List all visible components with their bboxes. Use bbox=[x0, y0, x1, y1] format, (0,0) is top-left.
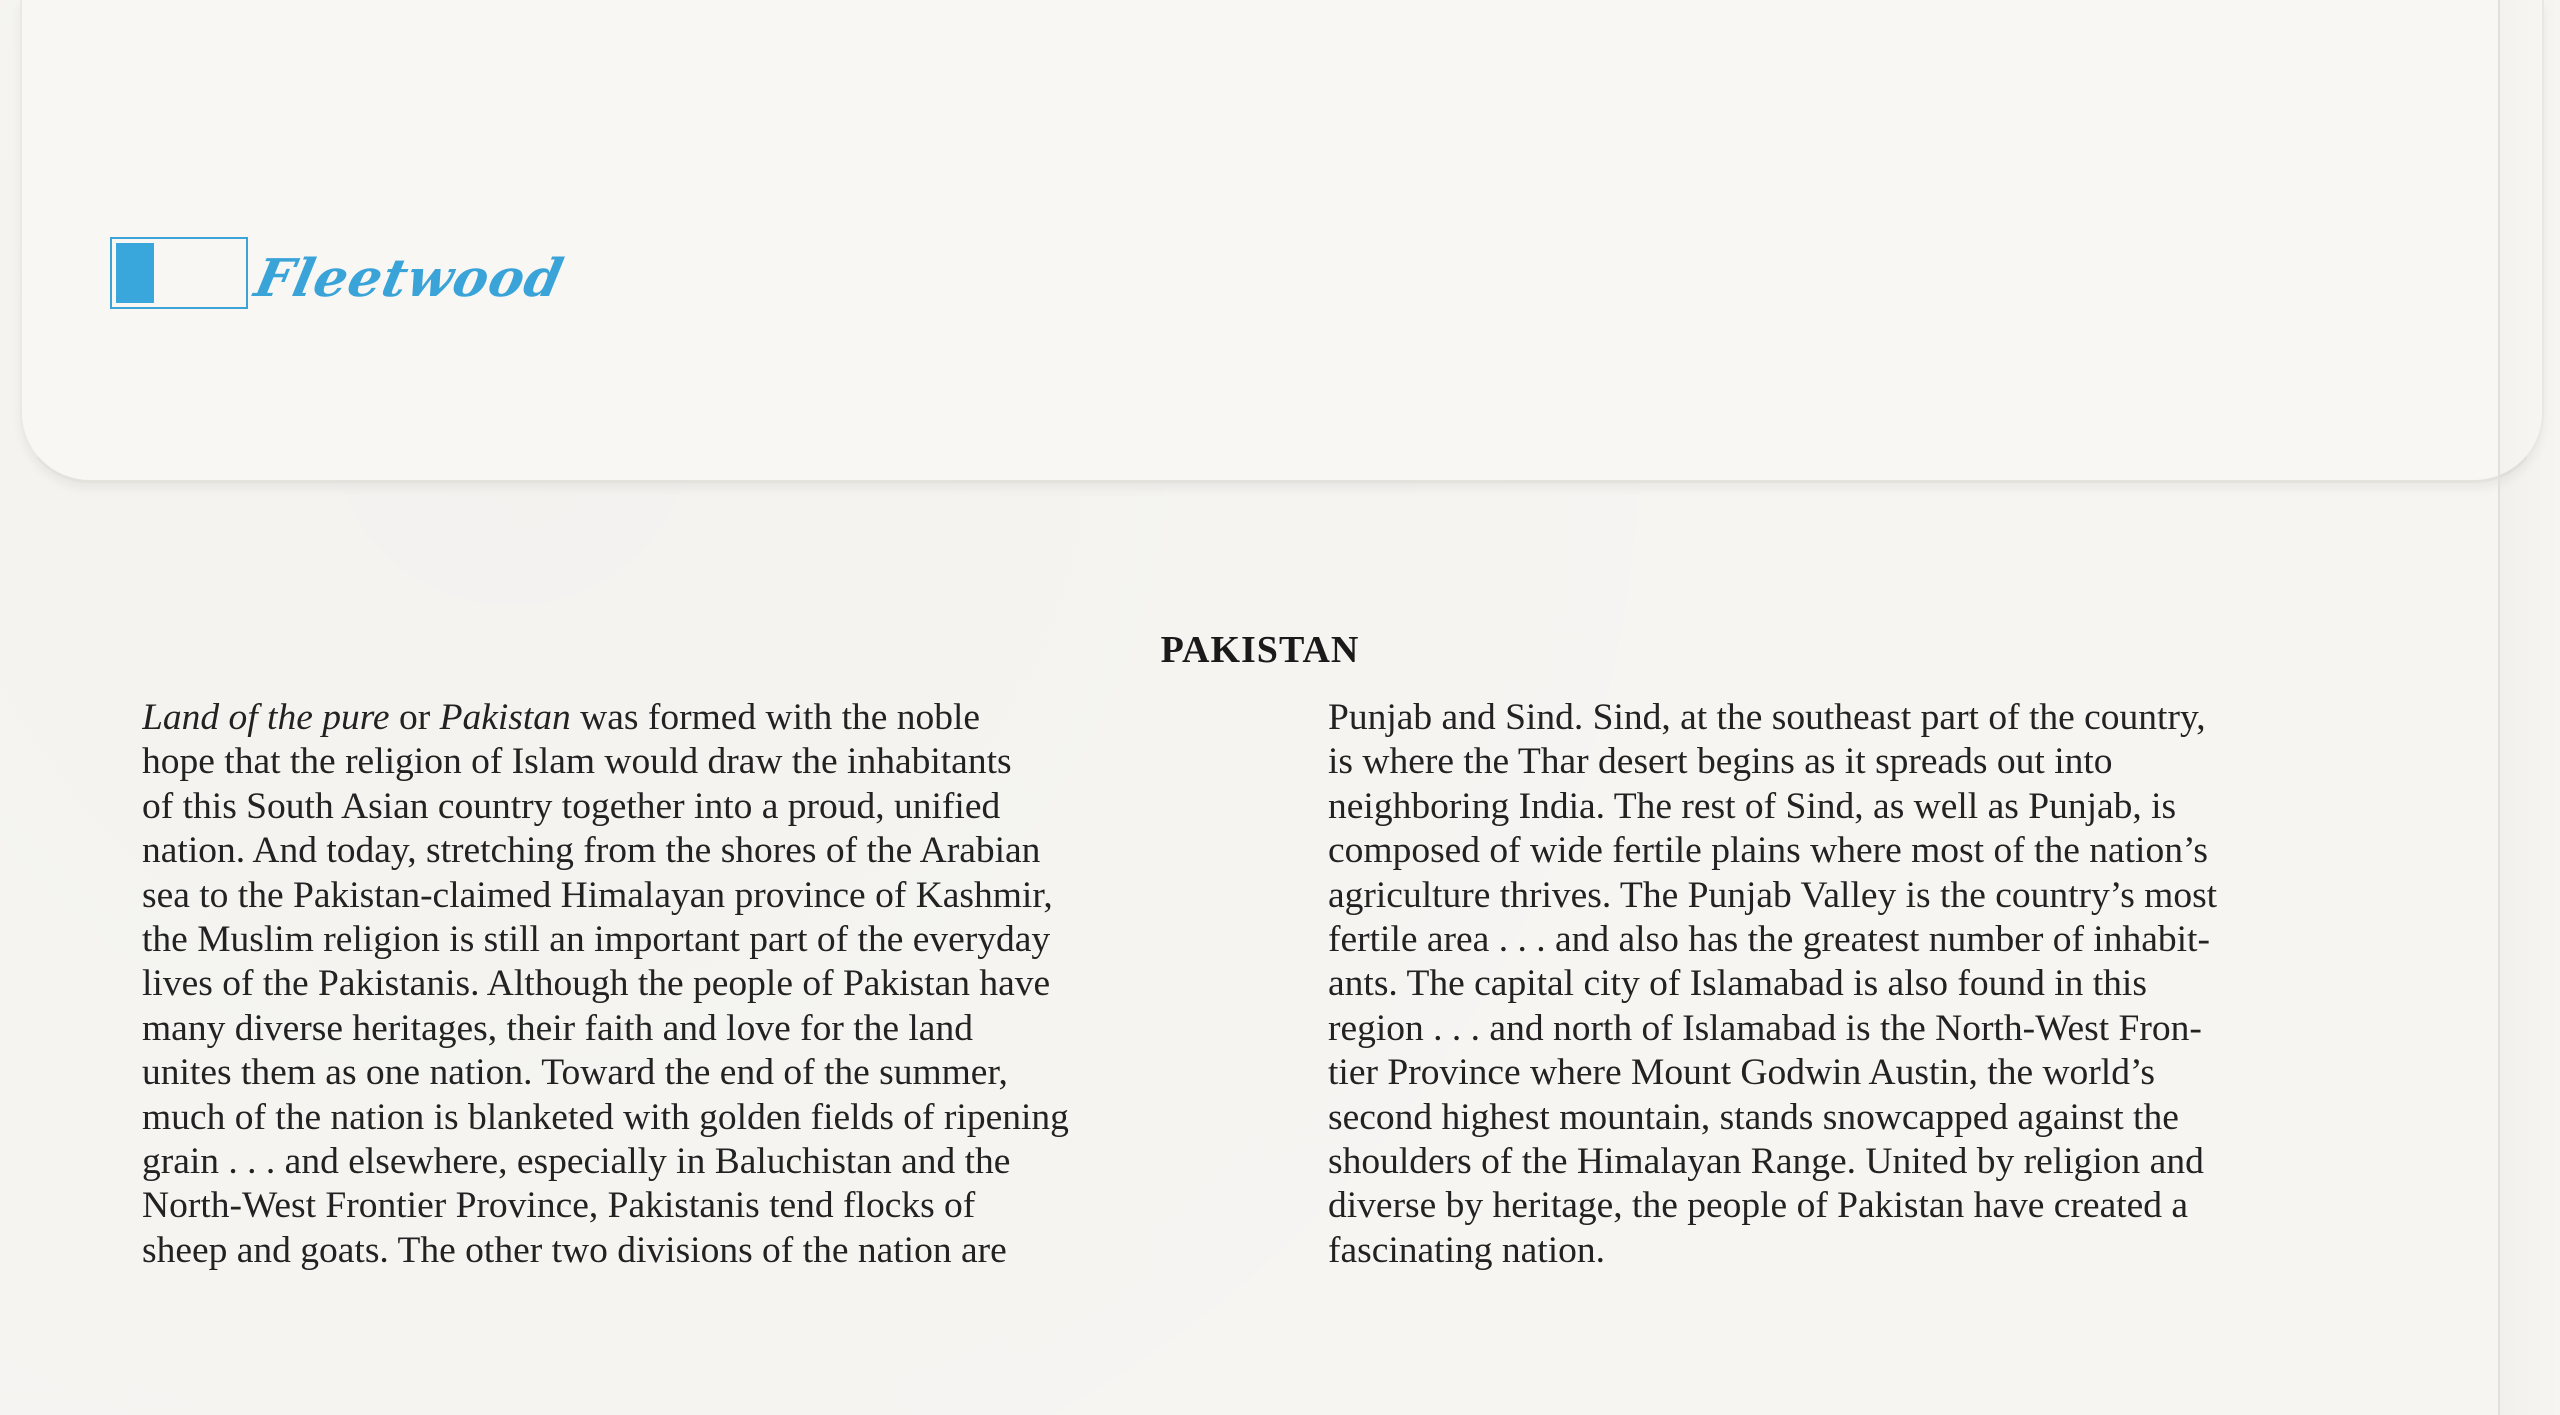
logo-box-icon bbox=[110, 237, 248, 309]
text-line: of this South Asian country together into a proud, unified bbox=[142, 785, 1001, 827]
logo-box-fill bbox=[116, 243, 154, 303]
text-line: many diverse heritages, their faith and love for the land bbox=[142, 1007, 973, 1049]
article-title: PAKISTAN bbox=[1160, 629, 1360, 671]
text-line: much of the nation is blanketed with golden fields of ripening bbox=[142, 1096, 1069, 1138]
text-line: neighboring India. The rest of Sind, as well as Punjab, is bbox=[1328, 785, 2177, 827]
lead-italic-land: Land of the pure bbox=[142, 697, 390, 738]
text-line: sheep and goats. The other two divisions of the nation are bbox=[142, 1229, 1007, 1271]
text-line: lives of the Pakistanis. Although the people of Pakistan have bbox=[142, 963, 1051, 1005]
text-line: grain . . . and elsewhere, especially in Baluchistan and the bbox=[142, 1141, 1011, 1183]
logo-wordmark: Fleetwood bbox=[249, 248, 569, 309]
article-right-column bbox=[1328, 696, 2388, 1273]
text-line: shoulders of the Himalayan Range. United by religion and bbox=[1328, 1141, 2204, 1183]
text-line: region . . . and north of Islamabad is the North-West Fron- bbox=[1328, 1007, 2202, 1049]
text-line: tier Province where Mount Godwin Austin, the world’s bbox=[1328, 1052, 2155, 1094]
article-left-column bbox=[142, 696, 1202, 1273]
text-line: fascinating nation. bbox=[1328, 1229, 1606, 1271]
envelope-side-fold bbox=[2498, 0, 2560, 1415]
text-line: nation. And today, stretching from the shores of the Arabian bbox=[142, 830, 1041, 872]
text-line bbox=[142, 696, 1202, 740]
text-line: North-West Frontier Province, Pakistanis tend flocks of bbox=[142, 1185, 976, 1227]
text-line: sea to the Pakistan-claimed Himalayan province of Kashmir, bbox=[142, 874, 1053, 916]
text-line: diverse by heritage, the people of Pakistan have created a bbox=[1328, 1185, 2189, 1227]
text-line: fertile area . . . and also has the greatest number of inhabit- bbox=[1328, 919, 2210, 961]
text-line: composed of wide fertile plains where most of the nation’s bbox=[1328, 830, 2208, 872]
text-line: ants. The capital city of Islamabad is also found in this bbox=[1328, 963, 2147, 1005]
text-line: the Muslim religion is still an important part of the everyday bbox=[142, 919, 1051, 961]
text-line: is where the Thar desert begins as it spreads out into bbox=[1328, 741, 2113, 783]
text-line: second highest mountain, stands snowcapped against the bbox=[1328, 1096, 2179, 1138]
text-line: agriculture thrives. The Punjab Valley is the country’s most bbox=[1328, 874, 2218, 916]
lead-italic-pakistan: Pakistan bbox=[439, 697, 571, 738]
lead-or: or bbox=[389, 697, 440, 738]
text-line: hope that the religion of Islam would draw the inhabitants bbox=[142, 741, 1012, 783]
text-line: Punjab and Sind. Sind, at the southeast part of the country, bbox=[1328, 697, 2206, 738]
fleetwood-logo bbox=[110, 233, 569, 309]
lead-rest: was formed with the noble bbox=[570, 697, 981, 738]
text-line: unites them as one nation. Toward the end of the summer, bbox=[142, 1052, 1008, 1094]
